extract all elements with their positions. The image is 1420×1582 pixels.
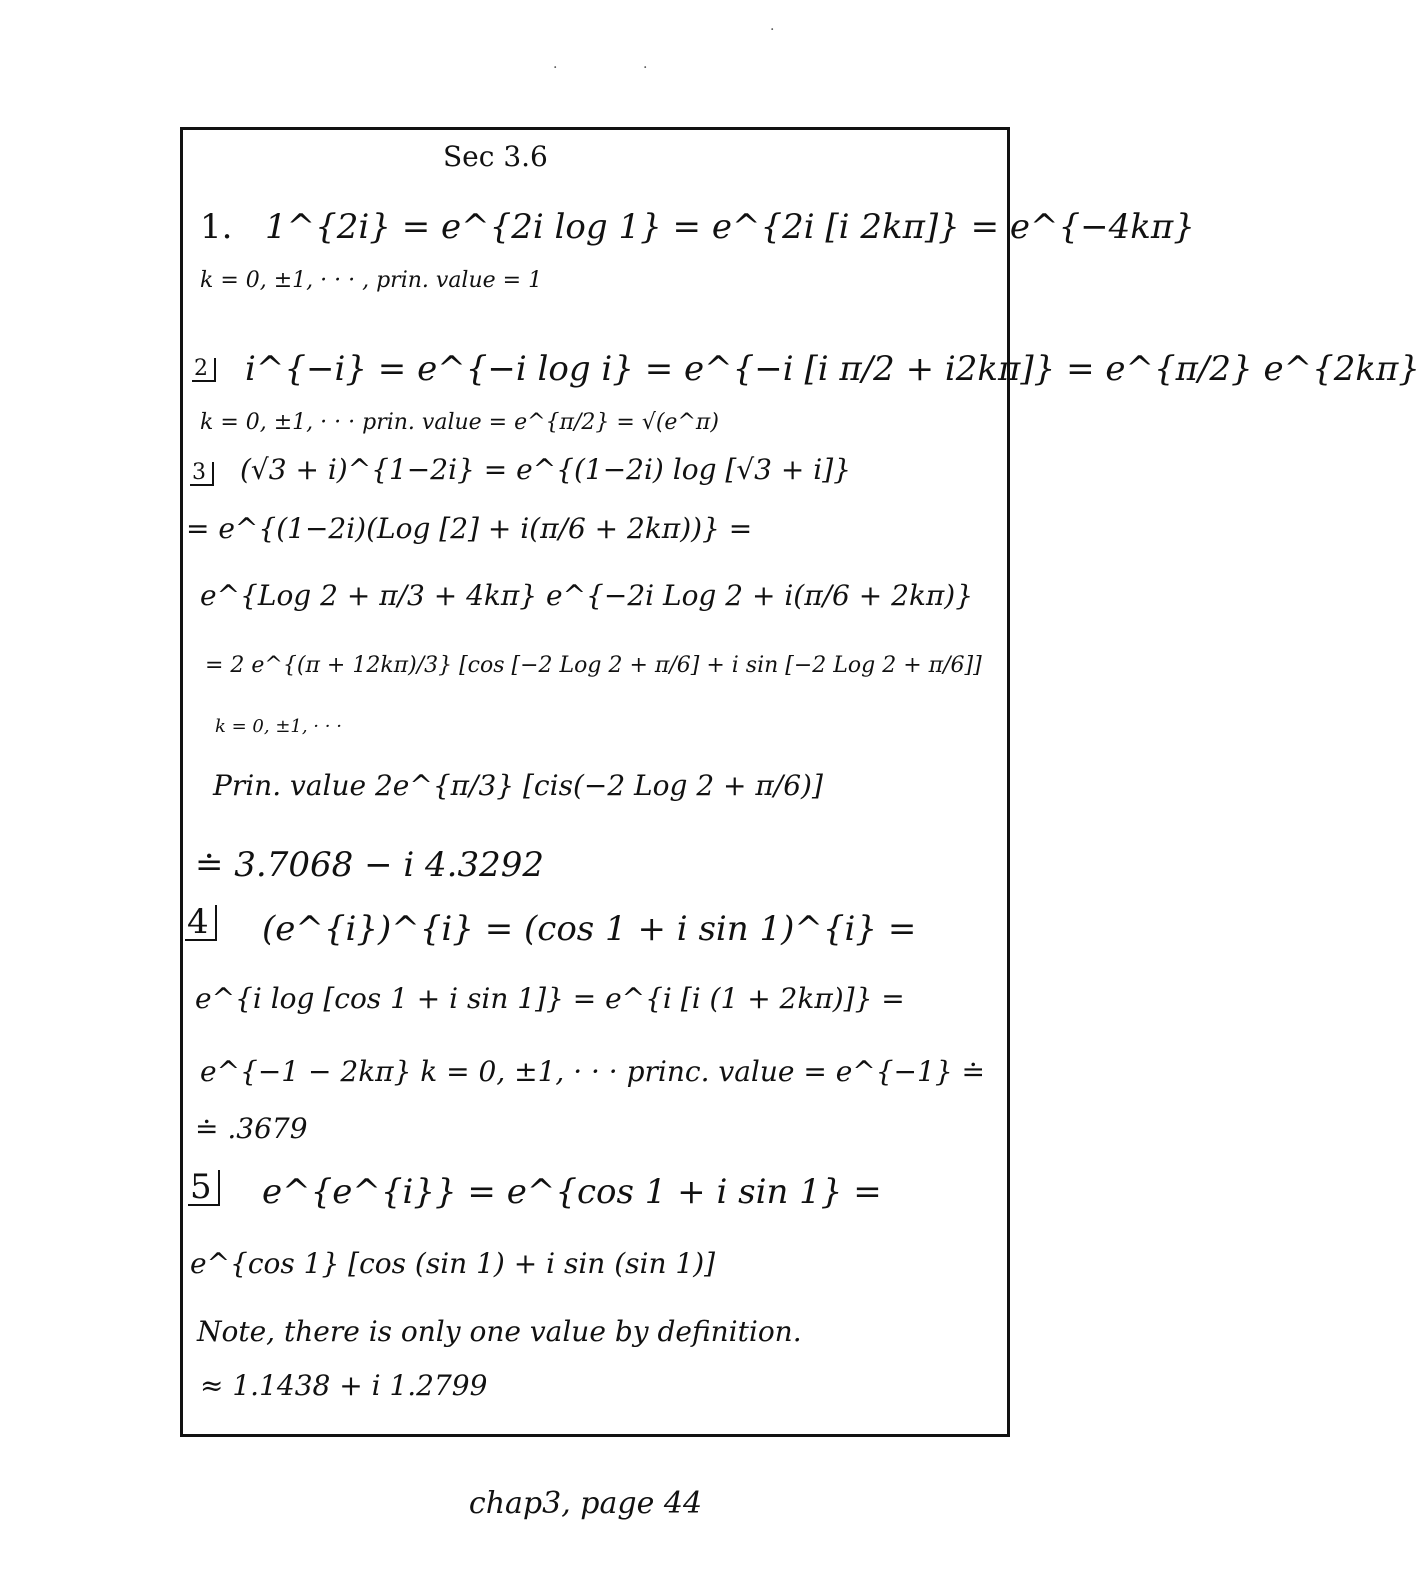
problem-5-line-4: ≈ 1.1438 + i 1.2799: [200, 1369, 488, 1402]
problem-3-line-6: Prin. value 2e^{π/3} [cis(−2 Log 2 + π/6)]: [213, 769, 823, 802]
problem-5-number-box: 5: [188, 1170, 220, 1206]
problem-2-label: [192, 358, 226, 382]
problem-3-line-3: e^{Log 2 + π/3 + 4kπ} e^{−2i Log 2 + i(π/6 + 2kπ)}: [200, 579, 974, 612]
problem-4-line-4: ≐ .3679: [195, 1112, 308, 1145]
problem-5-label: [188, 1167, 230, 1207]
problem-2-line-1: i^{−i} = e^{−i log i} = e^{−i [i π/2 + i2kπ]} = e^{π/2} e^{2kπ}: [245, 349, 1420, 389]
problem-3-line-7: ≐ 3.7068 − i 4.3292: [195, 845, 545, 885]
problem-5-line-1: e^{e^{i}} = e^{cos 1 + i sin 1} =: [262, 1172, 882, 1212]
scan-mark: ·: [553, 60, 558, 76]
problem-3-line-4: = 2 e^{(π + 12kπ)/3} [cos [−2 Log 2 + π/6] + i sin [−2 Log 2 + π/6]]: [205, 653, 982, 678]
problem-4-line-2: e^{i log [cos 1 + i sin 1]} = e^{i [i (1 + 2kπ)]} =: [195, 982, 905, 1015]
problem-1-line-1: 1^{2i} = e^{2i log 1} = e^{2i [i 2kπ]} = e^{−4kπ}: [265, 207, 1195, 247]
problem-1-label: 1.: [200, 207, 233, 247]
section-title: Sec 3.6: [443, 140, 548, 173]
problem-4-line-3: e^{−1 − 2kπ} k = 0, ±1, · · · princ. value = e^{−1} ≐: [200, 1055, 986, 1088]
scan-mark: ·: [643, 60, 648, 76]
problem-4-line-1: (e^{i})^{i} = (cos 1 + i sin 1)^{i} =: [262, 909, 917, 949]
page-footer: chap3, page 44: [468, 1486, 703, 1521]
problem-2-line-2: k = 0, ±1, · · · prin. value = e^{π/2} = √(e^π): [200, 410, 719, 435]
problem-5-line-3: Note, there is only one value by definition.: [197, 1315, 802, 1348]
scan-mark: ·: [770, 22, 775, 38]
problem-5-line-2: e^{cos 1} [cos (sin 1) + i sin (sin 1)]: [190, 1247, 716, 1280]
problem-2-number-box: 2: [192, 358, 216, 382]
problem-3-line-5: k = 0, ±1, · · ·: [215, 716, 342, 737]
problem-3-line-1: (√3 + i)^{1−2i} = e^{(1−2i) log [√3 + i]}: [240, 453, 851, 486]
problem-4-label: [185, 902, 227, 942]
problem-3-number-box: 3: [190, 462, 214, 486]
problem-1-line-2: k = 0, ±1, · · · , prin. value = 1: [200, 268, 543, 293]
problem-3-label: [190, 462, 224, 486]
problem-3-line-2: = e^{(1−2i)(Log [2] + i(π/6 + 2kπ))} =: [186, 512, 753, 545]
problem-4-number-box: 4: [185, 905, 217, 941]
